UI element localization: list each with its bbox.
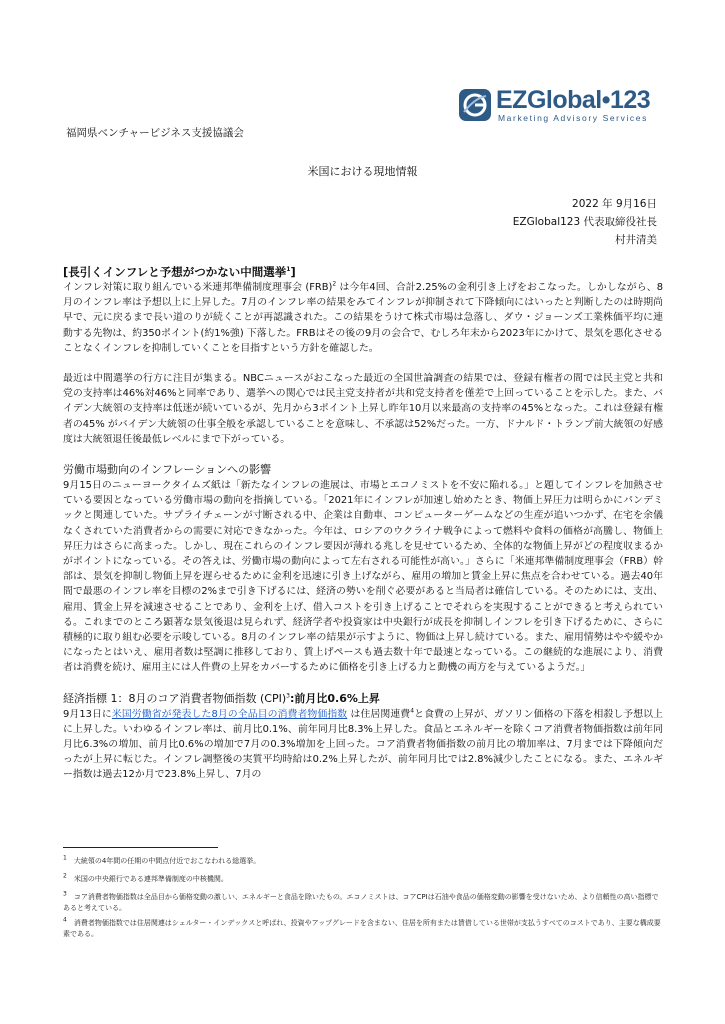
section-heading-labor-market: 労働市場動向のインフレーションへの影響 xyxy=(63,463,272,477)
logo-brand-text: EZGlobal•123 xyxy=(496,86,651,114)
footnote-ref-2[interactable]: 2 xyxy=(332,280,337,288)
footnote-2: $^2$ 米国の中央銀行である連邦準備制度の中核機関。 xyxy=(63,872,228,883)
footnote-3: $^3$ コア消費者物価指数は全品目から価格変動の激しい、エネルギーと食品を除いたもの。エコノミストは、コアCPIは石油や食品の価格変動の影響を受けないため、より信頼性の高い指標であると考えている。 xyxy=(63,890,659,912)
footnote-4: $^4$ 消費者物価指数では住居関連はシェルター・インデックスと呼ばれ、投資やアップグレードを含まない、住居を所有または賃借している世帯が支払うすべてのコストであり、主要な構成要素である。 xyxy=(63,916,661,938)
paragraph-labor-market: 9月15日のニューヨークタイムズ紙は「新たなインフレの進展は、市場とエコノミストを不安に陥れる。」と題してインフレを加熱させている要因となっている労働市場の動向を指摘している。「2021年にインフレが加速し始めたとき、物価上昇圧力は明らかにパンデミックと関連していた。サプライチェーンが寸断される中、企業は自動車、コンピューターゲームなどの生産が追いつかず、在宅を余儀なくされていた消費者からの需要に対応できなかった。今年は、ロシアのウクライナ戦争によって燃料や食料の価格が高騰し、物価上昇圧力はさらに高まった。しかし、現在これらのインフレ要因が薄れる兆しを見せているため、全体的な物価上昇がどの程度収まるかがポイントになっている。その答えは、労働市場の動向によって左右される可能性が高い。」さらに「米連邦準備制度理事会（FRB）幹部は、景気を抑制し物価上昇を遅らせるために金利を迅速に引き上げながら、雇用の増加と賃金上昇に焦点を合わせている。過去40年間で最悪のインフレ率を目標の2%まで引き下げるには、経済の勢いを削ぐ必要があると当局者は確信している。そのためには、支出、雇用、賃金上昇を減速させることであり、金利を上げ、借入コストを引き上げることでそれらを実現することができると考えられている。これまでのところ顕著な景気後退は見られず、経済学者や投資家は中央銀行が成長を抑制しインフレを引き下げるために、さらに積極的に取り組む必要を示唆している。8月のインフレ率の結果が示すように、物価は上昇し続けている。また、雇用情勢はやや緩やかになったとはいえ、雇用者数は堅調に推移しており、賃上げペースも過去数十年で最速となっている。この継続的な進展により、消費者は消費を続け、雇用主には人件費の上昇をカバーするために価格を引き上げる力と動機の両方を与えているようだ。」 xyxy=(63,480,663,674)
logo-mark-icon xyxy=(458,88,492,122)
author-name: 村井清美 xyxy=(615,234,657,246)
paragraph-cpi: 9月13日に米国労働省が発表した8月の全品目の消費者物価指数 は住居関連費$^4$と食費の上昇が、ガソリン価格の下落を相殺し予想以上に上昇した。いわゆるインフレ率は、前月比0.1%、前年同月比8.3%上昇した。食品とエネルギーを除くコア消費者物価指数は前年同月比6.3%の増加、前月比0.6%の増加で7月の0.3%増加を上回った。コア消費者物価指数の前月比の増加率は、7月までは下降傾向だったが上昇に転じた。インフレ調整後の実質平均時給は0.2%上昇したが、前年同月比では2.8%減少したことになる。また、エネルギー指数は過去12か月で23.8%上昇し、7月の xyxy=(63,707,663,781)
bls-cpi-link[interactable]: 米国労働省が発表した8月の全品目の消費者物価指数 xyxy=(111,708,348,720)
footnote-ref-3[interactable]: 3 xyxy=(286,692,290,700)
section-heading-core-cpi: 経済指標 1：8月のコア消費者物価指数 (CPI)$^3$:前月比0.6%上昇 xyxy=(63,691,380,705)
organization-name: 福岡県ベンチャービジネス支援協議会 xyxy=(66,127,244,139)
paragraph-midterm-poll: 最近は中間選挙の行方に注目が集まる。NBCニュースがおこなった最近の全国世論調査の結果では、登録有権者の間では民主党と共和党の支持率は46%対46%と同率であり、選挙への関心では民主党支持者が共和党支持者を僅差で上回っていることを示した。また、バイデン大統領の支持率は低迷が続いているが、先月から3ポイント上昇し昨年10月以来最高の支持率の45%となった。これは登録有権者の45% がバイデン大統領の仕事全般を承認していることを意味し、不承認は52%だった。一方、ドナルド・トランプ前大統領の好感度は大統領退任後最低レベルにまで下がっている。 xyxy=(63,373,663,445)
logo-tagline: Marketing Advisory Services xyxy=(498,113,648,123)
footnote-1: $^1$ 大統領の4年間の任期の中間点付近でおこなわれる総選挙。 xyxy=(63,854,261,865)
paragraph-frb-rates: インフレ対策に取り組んでいる米連邦準備制度理事会 (FRB)$^2$ は今年4回、合計2.25%の金利引き上げをおこなった。しかしながら、8月のインフレ率は予想以上に上昇した。7月のインフレ率の結果をみてインフレが抑制されて下降傾向にはいったと判断したのは時期尚早で、元に戻るまで長い道のりが続くことが再認識された。この結果をうけて株式市場は急落し、ダウ・ジョーンズ工業株価平均に連動する先物は、約350ポイント(約1%強) 下落した。FRBはその後の9月の会合で、むしろ年末から2023年にかけて、景気を悪化させることなくインフレを抑制していくことを目指すという方針を確認した。 xyxy=(63,280,663,354)
document-body xyxy=(63,264,663,783)
document-date: 2022 年 9月16日 xyxy=(572,198,657,210)
footnote-ref-1[interactable]: 1 xyxy=(286,266,291,274)
company-logo xyxy=(458,88,658,128)
footnote-divider xyxy=(63,847,218,848)
section-heading-inflation-election: [長引くインフレと予想がつかない中間選挙$^1$] xyxy=(63,265,296,279)
footnote-ref-4[interactable]: 4 xyxy=(410,707,415,715)
document-title: 米国における現地情報 xyxy=(307,165,418,178)
author-title: EZGlobal123 代表取締役社長 xyxy=(512,216,657,228)
